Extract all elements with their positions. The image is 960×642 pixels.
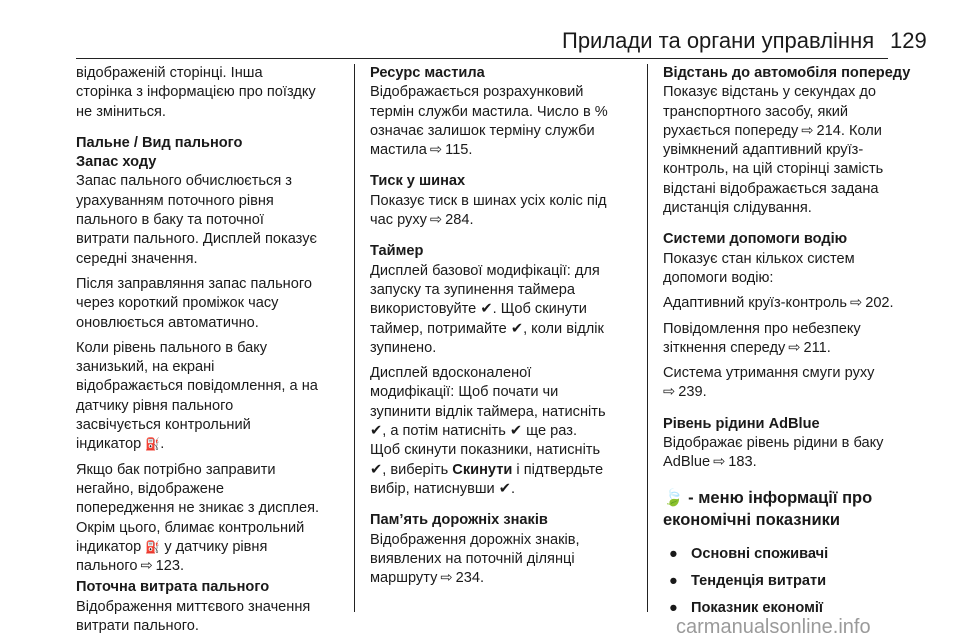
text-fragment: маршруту	[370, 570, 438, 587]
urgent-line: попередження не зникає з дисплея.	[76, 500, 320, 517]
page-ref-arrow-icon: ⇨	[429, 212, 443, 229]
page-ref-arrow-icon: ⇨	[788, 339, 801, 356]
text-fragment: Адаптивний круїз-контроль	[663, 295, 847, 312]
text-fragment: пального	[76, 558, 138, 575]
intro-line: сторінка з інформацією про поїздку	[76, 84, 316, 101]
tire-heading: Тиск у шинах	[370, 173, 466, 190]
lka-line	[663, 383, 933, 402]
page-ref-arrow-icon: ⇨	[440, 570, 453, 587]
low-fuel-line: занизький, на екрані	[76, 359, 215, 376]
urgent-line	[76, 538, 344, 557]
page-ref-link[interactable]: 183.	[728, 454, 757, 471]
text-fragment: ще раз.	[526, 423, 578, 440]
text-fragment: мастила	[370, 142, 427, 159]
check-icon: ✔	[370, 423, 383, 440]
timer-heading: Таймер	[370, 243, 424, 260]
text-fragment: у датчику рівня	[164, 538, 268, 555]
low-fuel-line	[76, 435, 344, 454]
list-item-label: Показник економії	[691, 600, 824, 617]
lka-line: Система утримання смуги руху	[663, 365, 875, 382]
list-item	[663, 572, 933, 591]
timer-line: зупинено.	[370, 339, 437, 356]
bullet-icon: ●	[669, 572, 678, 589]
column-2	[370, 64, 638, 588]
timer-line	[370, 300, 638, 319]
text-fragment: вибір, натиснувши	[370, 480, 495, 497]
intro-line: не зміниться.	[76, 103, 166, 120]
advanced-line	[370, 480, 638, 499]
page-ref-arrow-icon: ⇨	[140, 558, 153, 575]
distance-line: дистанція слідування.	[663, 200, 812, 217]
page-title: Прилади та органи управління	[562, 28, 875, 53]
check-icon: ✔	[370, 461, 383, 478]
text-fragment: час руху	[370, 212, 427, 229]
check-icon: ✔	[510, 320, 524, 337]
fuel-pump-icon: ⛽	[145, 539, 161, 554]
distance-line: транспортного засобу, який	[663, 103, 849, 120]
oil-heading: Ресурс мастила	[370, 65, 485, 81]
refuel-text-line: оновлюється автоматично.	[76, 314, 259, 331]
fuel-heading: Пальне / Вид пального	[76, 134, 243, 151]
column-1	[76, 64, 344, 636]
range-heading: Запас ходу	[76, 154, 157, 171]
check-icon: ✔	[480, 301, 493, 318]
tire-line	[370, 211, 638, 230]
low-fuel-line: датчику рівня пального	[76, 397, 234, 414]
page-ref-arrow-icon: ⇨	[713, 454, 726, 471]
page-ref-arrow-icon: ⇨	[663, 384, 676, 401]
timer-line: запуску та зупинення таймера	[370, 281, 576, 298]
page-number: 129	[890, 28, 927, 53]
advanced-line: модифікації: Щоб почати чи	[370, 384, 559, 401]
low-fuel-line: відображається повідомлення, а на	[76, 378, 318, 395]
check-icon: ✔	[509, 423, 523, 440]
distance-line: контроль, на цій сторінці замість	[663, 161, 884, 178]
oil-line: Відображається розрахунковий	[370, 84, 584, 101]
text-fragment: .	[511, 480, 516, 497]
text-fragment: використовуйте	[370, 301, 477, 318]
range-text-line: витрати пального. Дисплей показує	[76, 231, 317, 248]
advanced-line	[370, 461, 638, 480]
page-ref-link[interactable]: 234.	[455, 570, 485, 587]
refuel-text-line: Після заправляння запас пального	[76, 275, 312, 292]
text-fragment: рухається попереду	[663, 122, 799, 139]
watermark: carmanualsonline.info	[676, 616, 871, 638]
fca-line	[663, 339, 933, 358]
tire-line: Показує тиск в шинах усіх коліс під	[370, 192, 607, 209]
page-ref-link[interactable]: 239.	[678, 384, 707, 401]
page-ref-link[interactable]: 284.	[445, 212, 474, 229]
page-ref-link[interactable]: 214. Коли	[816, 122, 882, 139]
text-fragment: AdBlue	[663, 454, 711, 471]
distance-line	[663, 122, 933, 141]
text-fragment: і підтвердьте	[516, 461, 604, 478]
bullet-icon: ●	[669, 545, 678, 562]
signs-line	[370, 569, 638, 588]
reset-menu-label: Скинути	[452, 461, 513, 478]
page-ref-link[interactable]: 202.	[865, 295, 894, 312]
distance-line: Показує відстань у секундах до	[663, 84, 877, 101]
page-ref-arrow-icon: ⇨	[429, 142, 443, 159]
distance-heading: Відстань до автомобіля попереду	[663, 65, 911, 81]
list-item	[663, 545, 933, 564]
range-text-line: Запас пального обчислюється з	[76, 173, 292, 190]
page-header	[0, 26, 960, 60]
refuel-text-line: через короткий проміжок часу	[76, 295, 279, 312]
check-icon: ✔	[498, 480, 511, 497]
distance-line: відстані відображається задана	[663, 180, 879, 197]
consumption-line: Відображення миттєвого значення	[76, 598, 311, 615]
header-divider	[76, 58, 888, 59]
oil-line	[370, 141, 638, 160]
intro-line: відображеній сторінці. Інша	[76, 65, 263, 81]
text-fragment: індикатор	[76, 538, 142, 555]
page-ref-arrow-icon: ⇨	[849, 295, 863, 312]
column-divider-2	[647, 64, 648, 612]
text-fragment: . Щоб скинути	[492, 301, 587, 318]
page-ref-arrow-icon: ⇨	[801, 122, 814, 139]
timer-line: Дисплей базової модифікації: для	[370, 262, 600, 279]
column-divider-1	[354, 64, 355, 612]
urgent-line: негайно, відображене	[76, 480, 225, 497]
list-item-label: Тенденція витрати	[691, 572, 827, 589]
advanced-line: Дисплей вдосконаленої	[370, 365, 532, 382]
list-item-label: Основні споживачі	[691, 545, 829, 562]
bullet-icon: ●	[669, 600, 678, 617]
acc-line	[663, 294, 933, 313]
oil-line: термін служби мастила. Число в %	[370, 103, 608, 120]
range-text-line: урахуванням поточного рівня	[76, 192, 274, 209]
consumption-heading: Поточна витрата пального	[76, 579, 270, 596]
page-ref-link[interactable]: 211.	[803, 339, 831, 356]
advanced-line: Щоб скинути показники, натисніть	[370, 442, 601, 459]
fuel-pump-icon: ⛽	[145, 437, 161, 452]
signs-line: виявлених на поточній ділянці	[370, 550, 575, 567]
text-fragment: , а потім натисніть	[382, 423, 506, 440]
eco-heading: економічні показники	[663, 510, 841, 529]
column-3	[663, 64, 933, 619]
assist-line: допомоги водію:	[663, 269, 774, 286]
eco-heading	[663, 487, 933, 509]
advanced-line: зупинити відлік таймера, натисніть	[370, 403, 606, 420]
signs-line: Відображення дорожніх знаків,	[370, 531, 580, 548]
adblue-line	[663, 453, 933, 472]
assist-heading: Системи допомоги водію	[663, 231, 848, 248]
distance-line: увімкнений адаптивний круїз-	[663, 142, 864, 159]
assist-line: Показує стан кількох систем	[663, 250, 855, 267]
text-fragment: індикатор	[76, 436, 142, 453]
consumption-line: витрати пального.	[76, 618, 199, 635]
urgent-line	[76, 557, 344, 576]
timer-line	[370, 320, 638, 339]
oil-line: означає залишок терміну служби	[370, 122, 595, 139]
urgent-line: Якщо бак потрібно заправити	[76, 461, 276, 478]
page-ref-link[interactable]: 123.	[155, 558, 185, 575]
eco-leaf-icon: 🍃	[663, 488, 684, 507]
low-fuel-line: засвічується контрольний	[76, 417, 251, 434]
fca-line: Повідомлення про небезпеку	[663, 320, 861, 337]
advanced-line	[370, 422, 638, 441]
text-fragment: , коли відлік	[523, 320, 604, 337]
text-fragment: , виберіть	[382, 461, 449, 478]
text-fragment: - меню інформації про	[688, 488, 873, 507]
range-text-line: середні значення.	[76, 250, 198, 267]
page-ref-link[interactable]: 115.	[445, 142, 473, 159]
low-fuel-line: Коли рівень пального в баку	[76, 339, 268, 356]
adblue-heading: Рівень рідини AdBlue	[663, 415, 820, 432]
text-fragment: зіткнення спереду	[663, 339, 786, 356]
urgent-line: Окрім цього, блимає контрольний	[76, 519, 305, 536]
signs-heading: Пам’ять дорожніх знаків	[370, 512, 548, 529]
adblue-line: Відображає рівень рідини в баку	[663, 435, 884, 452]
text-fragment: таймер, потримайте	[370, 320, 507, 337]
text-fragment: .	[160, 436, 165, 453]
range-text-line: пального в баку та поточної	[76, 212, 264, 229]
